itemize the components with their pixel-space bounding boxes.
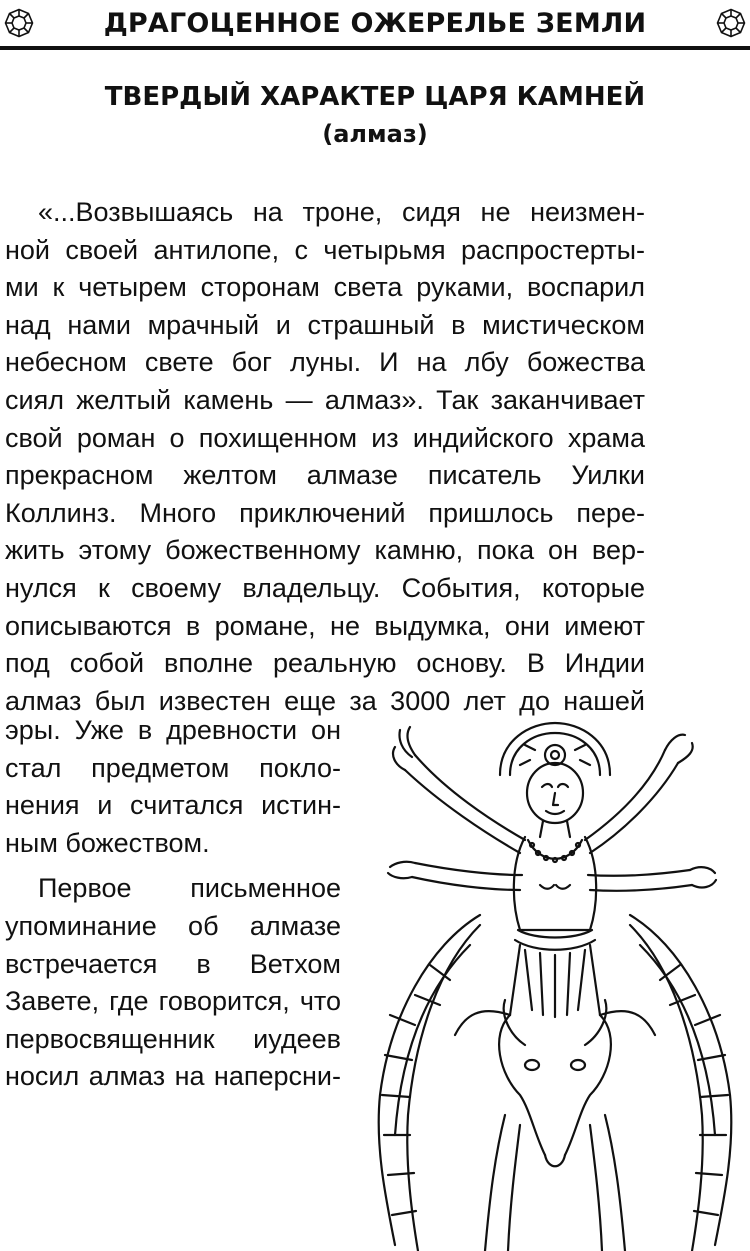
text-line: ми к четырем сторонам света руками, воспарил xyxy=(5,272,645,303)
text-line: встречается в Ветхом xyxy=(5,948,341,979)
text-line: «...Возвышаясь на троне, сидя не неизмен- xyxy=(38,197,645,227)
running-title: ДРАГОЦЕННОЕ ОЖЕРЕЛЬЕ ЗЕМЛИ xyxy=(103,7,647,39)
paragraph-1 xyxy=(5,194,645,720)
text-line: Коллинз. Много приключений пришлось пере- xyxy=(5,497,645,528)
header-rule xyxy=(0,46,750,50)
text-line: над нами мрачный и страшный в мистическом xyxy=(5,309,645,340)
text-line: свой роман о похищенном из индийского храма xyxy=(5,422,645,453)
text-line: носил алмаз на наперсни- xyxy=(5,1061,341,1092)
text-line: прекрасном желтом алмазе писатель Уилки xyxy=(5,460,645,491)
text-line: описываются в романе, не выдумка, они имеют xyxy=(5,610,645,641)
text-line: ным божеством. xyxy=(5,827,210,858)
moon-god-on-antelope-illustration xyxy=(360,715,750,1251)
text-line: эры. Уже в древности он xyxy=(5,715,341,745)
text-line: ной своей антилопе, с четырьмя распростерты- xyxy=(5,234,645,265)
text-line: первосвященник иудеев xyxy=(5,1023,341,1054)
text-line: упоминание об алмазе xyxy=(5,910,341,941)
running-header xyxy=(0,0,750,46)
text-line: нения и считался истин- xyxy=(5,790,341,821)
gem-icon xyxy=(4,8,34,38)
text-line: небесном свете бог луны. И на лбу божества xyxy=(5,347,645,378)
text-line: стал предметом покло- xyxy=(5,752,341,783)
text-line: нулся к своему владельцу. События, которые xyxy=(5,572,645,603)
text-line: жить этому божественному камню, пока он вер- xyxy=(5,535,645,566)
article-subtitle: (алмаз) xyxy=(322,120,428,148)
text-line: алмаз был известен еще за 3000 лет до нашей xyxy=(5,685,645,716)
text-line: Завете, где говорится, что xyxy=(5,986,341,1017)
article-title: ТВЕРДЫЙ ХАРАКТЕР ЦАРЯ КАМНЕЙ xyxy=(104,82,646,112)
text-line: под собой вполне реальную основу. В Индии xyxy=(5,648,645,679)
narrow-column-text xyxy=(5,712,341,1096)
text-line: сиял желтый камень — алмаз». Так заканчивает xyxy=(5,384,645,415)
gem-icon xyxy=(716,8,746,38)
text-line: Первое письменное xyxy=(38,873,341,904)
